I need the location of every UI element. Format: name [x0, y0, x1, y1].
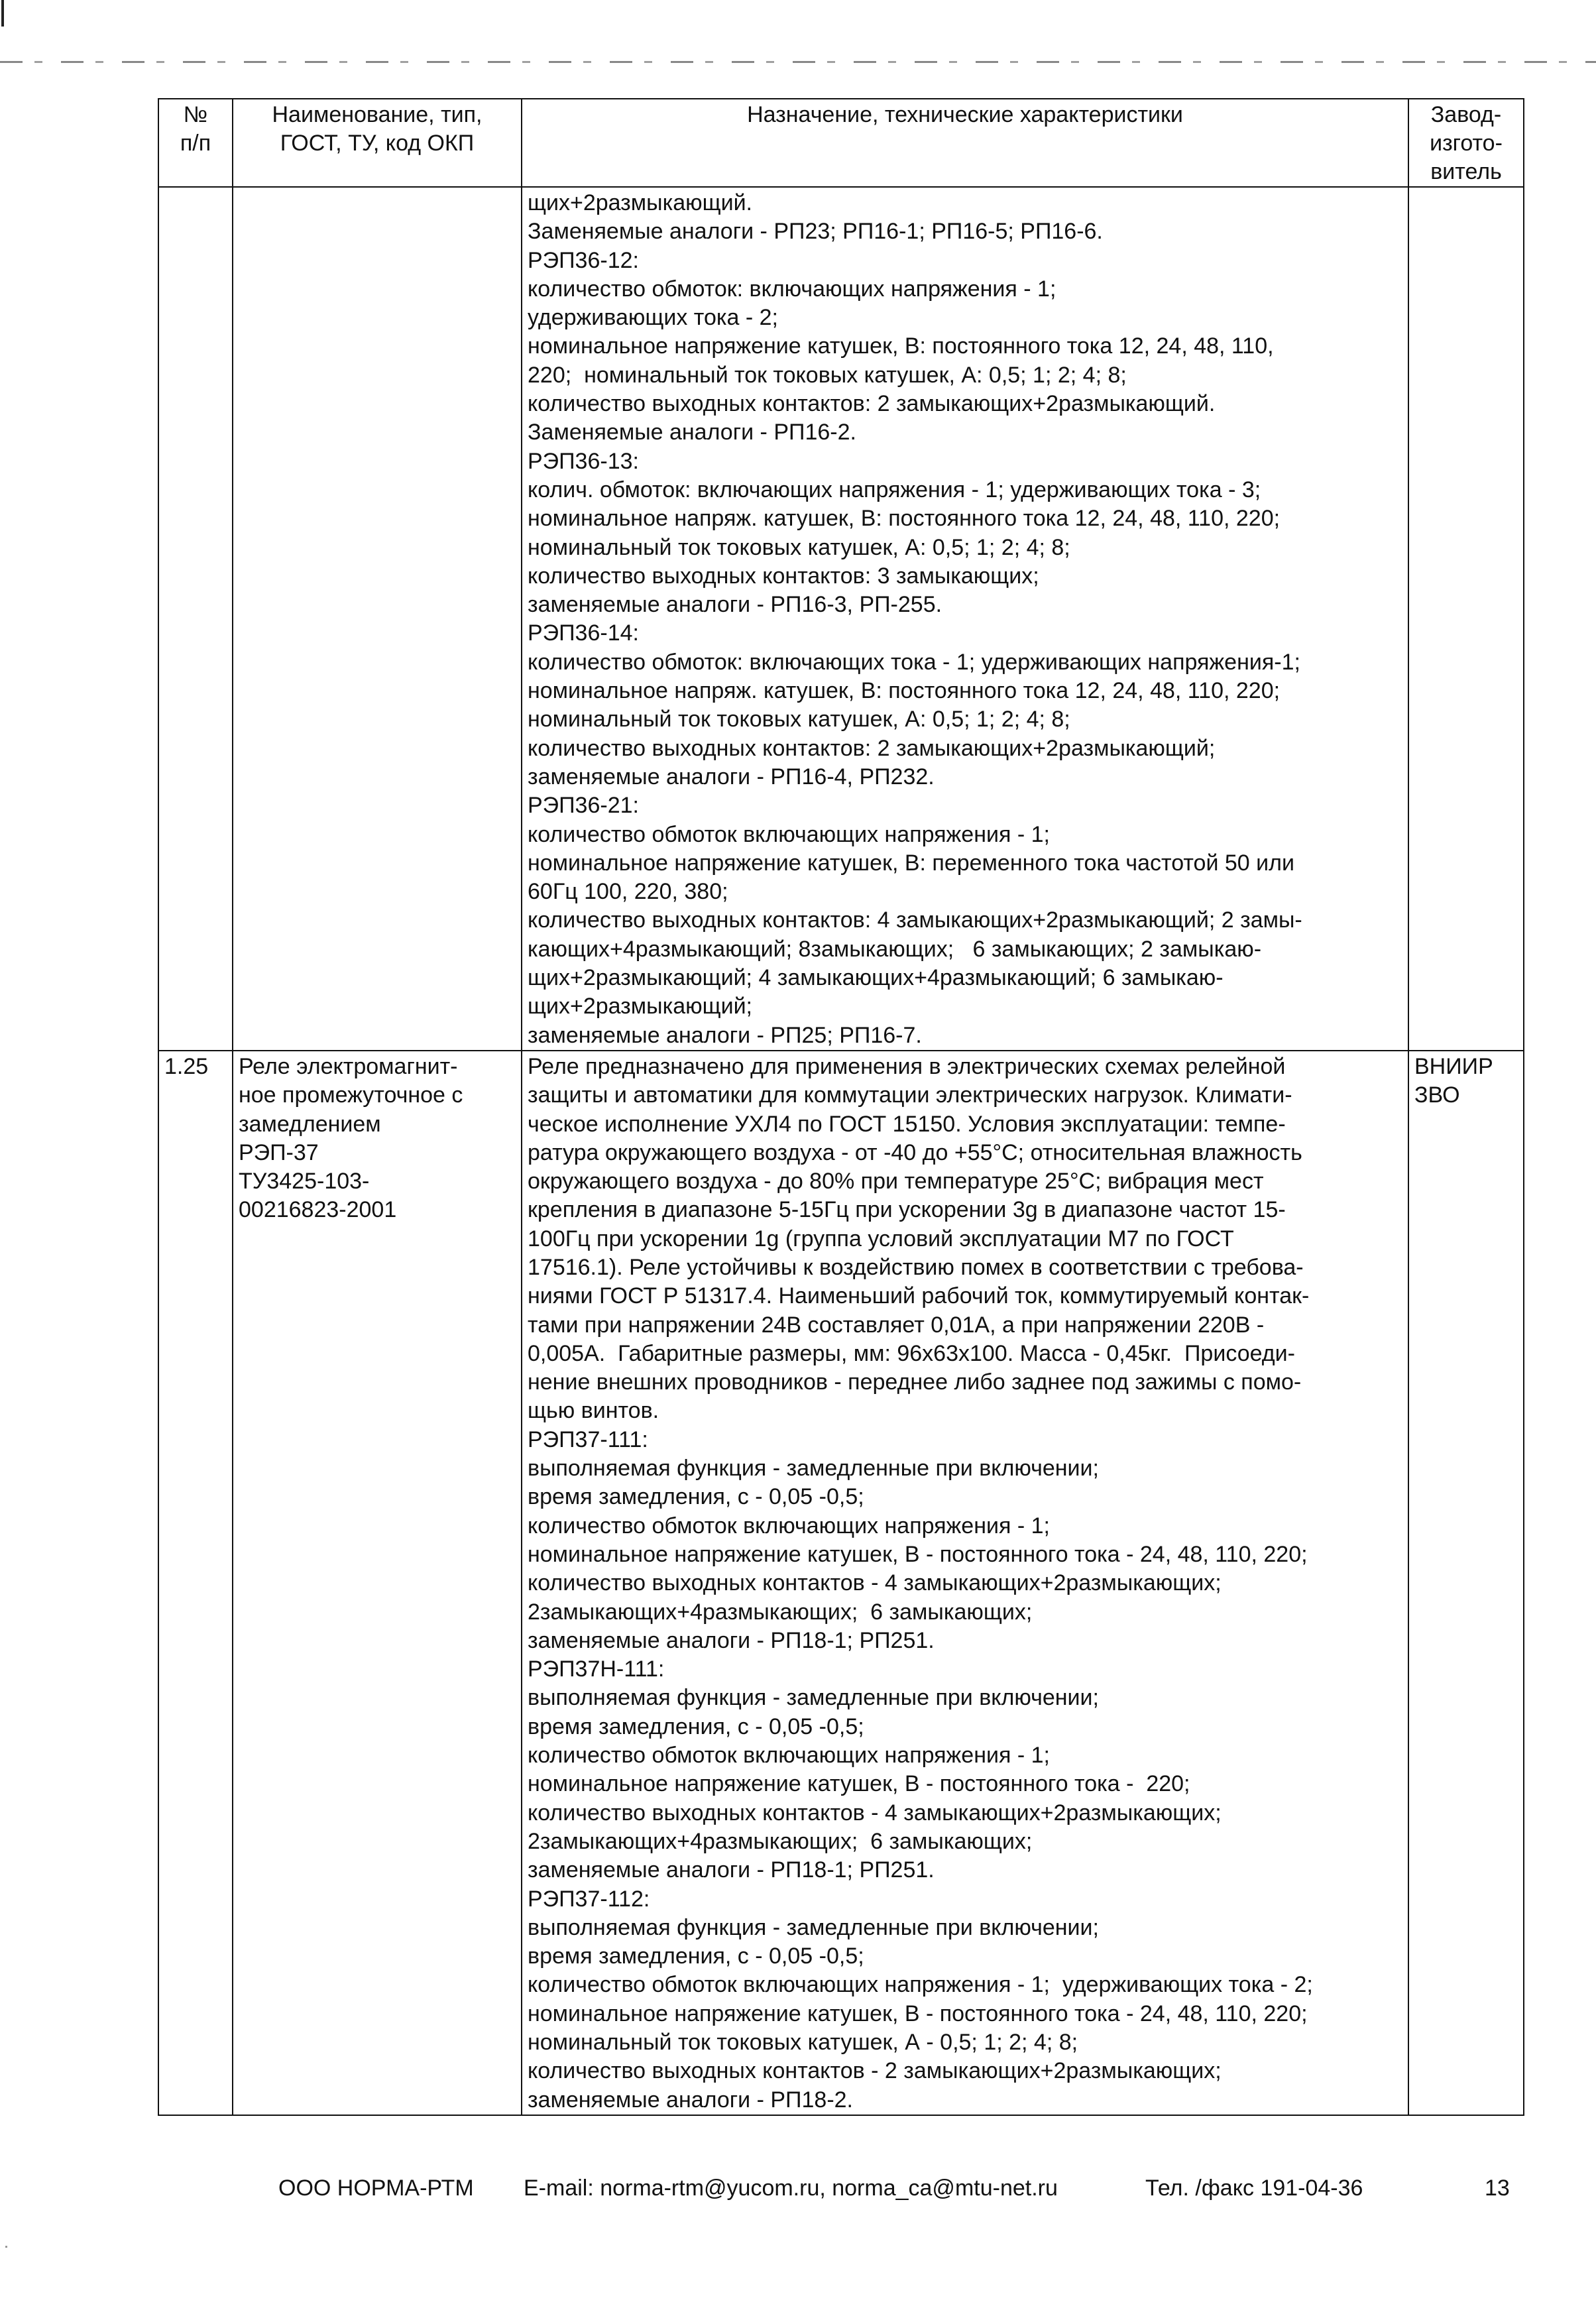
row-description: [522, 187, 1408, 1051]
description-line: РЭП37Н-111:: [528, 1656, 665, 1682]
table-body: [158, 187, 1524, 2115]
description-line: количество обмоток: включающих тока - 1; удерживающих напряжения-1;: [528, 649, 1300, 675]
description-line: количество обмоток: включающих напряжения - 1;: [528, 276, 1056, 302]
description-line: количество выходных контактов: 2 замыкающих+2размыкающий.: [528, 391, 1216, 417]
scan-dashed-line: [0, 61, 1596, 63]
description-line: кающих+4размыкающий; 8замыкающих; 6 замыкающих; 2 замыкаю-: [528, 936, 1262, 962]
description-line: РЭП36-14:: [528, 620, 639, 646]
spec-table: [158, 98, 1524, 2116]
description-line: 2замыкающих+4размыкающих; 6 замыкающих;: [528, 1599, 1033, 1625]
description-line: заменяемые аналоги - РП16-4, РП232.: [528, 764, 935, 789]
description-line: 100Гц при ускорении 1g (группа условий эксплуатации М7 по ГОСТ: [528, 1226, 1234, 1251]
description-line: количество обмоток включающих напряжения - 1;: [528, 1513, 1050, 1538]
description-line: тами при напряжении 24В составляет 0,01А, а при напряжении 220В -: [528, 1312, 1265, 1338]
page-number: 13: [1485, 2176, 1510, 2201]
description-line: 60Гц 100, 220, 380;: [528, 879, 728, 905]
description-line: количество выходных контактов: 2 замыкающих+2размыкающий;: [528, 735, 1216, 761]
description-line: выполняемая функция - замедленные при включении;: [528, 1456, 1099, 1481]
description-line: выполняемая функция - замедленные при включении;: [528, 1914, 1099, 1940]
row-number: 1.25: [158, 1051, 233, 2115]
manufacturer-line: ЗВО: [1414, 1082, 1460, 1108]
description-line: количество обмоток включающих напряжения - 1;: [528, 1743, 1050, 1769]
row-manufacturer: [1408, 187, 1524, 1051]
name-line: РЭП-37: [239, 1139, 319, 1165]
description-line: количество обмоток включающих напряжения - 1;: [528, 821, 1050, 847]
description-line: номинальный ток токовых катушек, А - 0,5; 1; 2; 4; 8;: [528, 2030, 1078, 2055]
description-line: заменяемые аналоги - РП25; РП16-7.: [528, 1022, 922, 1048]
manufacturer-line: ВНИИР: [1414, 1053, 1493, 1079]
description-line: время замедления, с - 0,05 -0,5;: [528, 1484, 864, 1510]
description-line: номинальное напряжение катушек, В - постоянного тока - 220;: [528, 1771, 1190, 1797]
scan-edge-mark: [1, 0, 4, 27]
description-line: удерживающих тока - 2;: [528, 305, 778, 331]
description-line: Реле предназначено для применения в электрических схемах релейной: [528, 1053, 1286, 1079]
header-num: № п/п: [158, 99, 233, 187]
description-line: заменяемые аналоги - РП18-1; РП251.: [528, 1627, 935, 1653]
row-description: [522, 1051, 1408, 2115]
description-line: номинальное напряж. катушек, В: постоянного тока 12, 24, 48, 110, 220;: [528, 678, 1281, 704]
description-line: ческое исполнение УХЛ4 по ГОСТ 15150. Условия эксплуатации: темпе-: [528, 1111, 1286, 1137]
description-line: щих+2размыкающий;: [528, 994, 753, 1019]
row-manufacturer: [1408, 1051, 1524, 2115]
table-row: [158, 187, 1524, 1051]
description-line: номинальное напряжение катушек, В - постоянного тока - 24, 48, 110, 220;: [528, 2001, 1308, 2026]
description-line: крепления в диапазоне 5-15Гц при ускорении 3g в диапазоне частот 15-: [528, 1197, 1286, 1223]
table-header-row: [158, 99, 1524, 187]
description-line: 0,005А. Габаритные размеры, мм: 96х63х100. Масса - 0,45кг. Присоеди-: [528, 1340, 1295, 1366]
table-row: [158, 1051, 1524, 2115]
description-line: РЭП37-112:: [528, 1886, 650, 1912]
footer-contacts: E-mail: norma-rtm@yucom.ru, norma_ca@mtu-net.ru: [524, 2176, 1058, 2201]
description-line: количество выходных контактов - 4 замыкающих+2размыкающих;: [528, 1800, 1222, 1826]
description-line: номинальное напряж. катушек, В: постоянного тока 12, 24, 48, 110, 220;: [528, 506, 1281, 532]
description-line: время замедления, с - 0,05 -0,5;: [528, 1944, 864, 1969]
description-line: номинальное напряжение катушек, В - постоянного тока - 24, 48, 110, 220;: [528, 1541, 1308, 1567]
description-line: количество обмоток включающих напряжения - 1; удерживающих тока - 2;: [528, 1972, 1313, 1998]
description-line: выполняемая функция - замедленные при включении;: [528, 1685, 1099, 1711]
description-line: 2замыкающих+4размыкающих; 6 замыкающих;: [528, 1828, 1033, 1854]
row-name: [233, 187, 522, 1051]
description-line: 17516.1). Реле устойчивы к воздействию помех в соответствии с требова-: [528, 1254, 1304, 1280]
description-line: номинальное напряжение катушек, В: переменного тока частотой 50 или: [528, 850, 1294, 876]
description-line: количество выходных контактов: 4 замыкающих+2размыкающий; 2 замы-: [528, 907, 1302, 933]
name-line: Реле электромагнит-: [239, 1053, 458, 1079]
header-maker: Завод- изгото- витель: [1408, 99, 1524, 187]
footer-phone: Тел. /факс 191-04-36: [1145, 2176, 1363, 2201]
description-line: время замедления, с - 0,05 -0,5;: [528, 1713, 864, 1739]
header-desc: Назначение, технические характеристики: [522, 99, 1408, 187]
footer-company: ООО НОРМА-РТМ: [278, 2176, 474, 2201]
scan-speck: [5, 2246, 7, 2248]
description-line: щью винтов.: [528, 1398, 659, 1424]
description-line: окружающего воздуха - до 80% при температуре 25°С; вибрация мест: [528, 1169, 1264, 1194]
description-line: РЭП37-111:: [528, 1426, 648, 1452]
description-line: Заменяемые аналоги - РП23; РП16-1; РП16-5; РП16-6.: [528, 219, 1103, 245]
name-line: замедлением: [239, 1111, 381, 1137]
description-line: ниями ГОСТ Р 51317.4. Наименьший рабочий ток, коммутируемый контак-: [528, 1283, 1310, 1309]
description-line: РЭП36-21:: [528, 793, 639, 819]
name-line: 00216823-2001: [239, 1197, 397, 1223]
description-line: номинальное напряжение катушек, В: постоянного тока 12, 24, 48, 110,: [528, 333, 1274, 359]
row-name: [233, 1051, 522, 2115]
description-line: 220; номинальный ток токовых катушек, А: 0,5; 1; 2; 4; 8;: [528, 362, 1127, 388]
description-line: колич. обмоток: включающих напряжения - 1; удерживающих тока - 3;: [528, 477, 1261, 502]
description-line: номинальный ток токовых катушек, А: 0,5; 1; 2; 4; 8;: [528, 534, 1070, 560]
description-line: заменяемые аналоги - РП16-3, РП-255.: [528, 592, 942, 618]
description-line: щих+2размыкающий; 4 замыкающих+4размыкающий; 6 замыкаю-: [528, 965, 1224, 991]
row-number: [158, 187, 233, 1051]
description-line: заменяемые аналоги - РП18-2.: [528, 2087, 853, 2113]
description-line: количество выходных контактов - 4 замыкающих+2размыкающих;: [528, 1570, 1222, 1596]
description-line: ратура окружающего воздуха - от -40 до +55°С; относительная влажность: [528, 1139, 1302, 1165]
header-name: Наименование, тип, ГОСТ, ТУ, код ОКП: [233, 99, 522, 187]
name-line: ТУ3425-103-: [239, 1169, 370, 1194]
description-line: количество выходных контактов - 2 замыкающих+2размыкающих;: [528, 2058, 1222, 2084]
description-line: защиты и автоматики для коммутации электрических нагрузок. Климати-: [528, 1082, 1292, 1108]
description-line: РЭП36-13:: [528, 448, 639, 474]
description-line: Заменяемые аналоги - РП16-2.: [528, 420, 856, 445]
page-footer: [0, 2176, 1596, 2209]
description-line: номинальный ток токовых катушек, А: 0,5; 1; 2; 4; 8;: [528, 707, 1070, 732]
name-line: ное промежуточное с: [239, 1082, 463, 1108]
description-line: нение внешних проводников - переднее либо заднее под зажимы с помо-: [528, 1369, 1302, 1395]
description-line: количество выходных контактов: 3 замыкающих;: [528, 563, 1039, 589]
description-line: РЭП36-12:: [528, 247, 639, 273]
description-line: заменяемые аналоги - РП18-1; РП251.: [528, 1857, 935, 1883]
description-line: щих+2размыкающий.: [528, 190, 753, 215]
